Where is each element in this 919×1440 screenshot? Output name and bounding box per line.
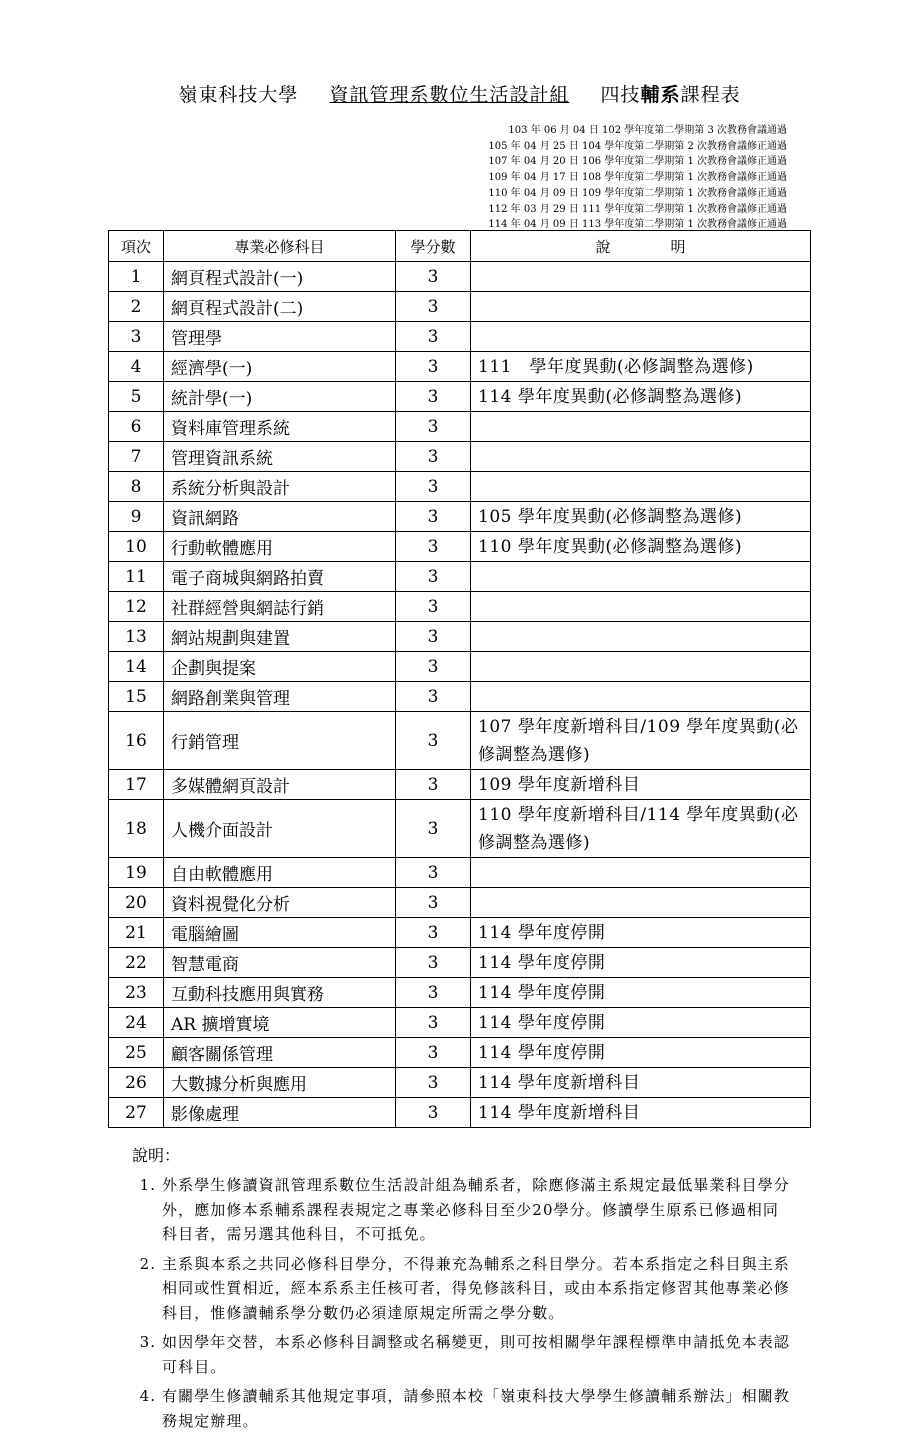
- course-number: 23: [109, 978, 164, 1008]
- course-note: [471, 262, 811, 292]
- course-name: 行銷管理: [164, 712, 396, 770]
- course-name: 統計學(一): [164, 382, 396, 412]
- table-row: [109, 352, 811, 382]
- table-body: [109, 262, 811, 1128]
- table-row: [109, 622, 811, 652]
- approval-line: 107 年 04 月 20 日 106 學年度第二學期第 1 次教務會議修正通過: [488, 156, 787, 168]
- explanation-item: 4. 有關學生修讀輔系其他規定事項，請參照本校「嶺東科技大學學生修讀輔系辦法」相關教務規定辦理。: [162, 1384, 792, 1433]
- approval-line: 103 年 06 月 04 日 102 學年度第二學期第 3 次教務會議通過: [508, 125, 787, 136]
- course-credits: 3: [396, 682, 471, 712]
- approval-line: 112 年 03 月 29 日 111 學年度第二學期第 1 次教務會議修正通過: [488, 203, 787, 215]
- table-row: [109, 262, 811, 292]
- course-note: [471, 442, 811, 472]
- course-name: 企劃與提案: [164, 652, 396, 682]
- course-note: [471, 888, 811, 918]
- course-note: [471, 858, 811, 888]
- course-number: 26: [109, 1068, 164, 1098]
- table-row: [109, 1038, 811, 1068]
- course-number: 2: [109, 292, 164, 322]
- course-number: 4: [109, 352, 164, 382]
- course-number: 11: [109, 562, 164, 592]
- header-credits: 學分數: [396, 231, 471, 262]
- course-credits: 3: [396, 412, 471, 442]
- course-note: [471, 412, 811, 442]
- course-name: 網頁程式設計(一): [164, 262, 396, 292]
- course-credits: 3: [396, 712, 471, 770]
- table-row: [109, 652, 811, 682]
- table-row: [109, 978, 811, 1008]
- table-row: [109, 382, 811, 412]
- course-number: 5: [109, 382, 164, 412]
- course-number: 10: [109, 532, 164, 562]
- course-name: 資料庫管理系統: [164, 412, 396, 442]
- course-number: 18: [109, 800, 164, 858]
- course-name: 大數據分析與應用: [164, 1068, 396, 1098]
- course-name: 資料視覺化分析: [164, 888, 396, 918]
- table-row: [109, 800, 811, 858]
- course-note: 109 學年度新增科目: [471, 770, 811, 800]
- course-credits: 3: [396, 382, 471, 412]
- course-credits: 3: [396, 442, 471, 472]
- course-name: 資訊網路: [164, 502, 396, 532]
- course-name: 人機介面設計: [164, 800, 396, 858]
- course-credits: 3: [396, 472, 471, 502]
- course-number: 21: [109, 918, 164, 948]
- table-row: [109, 442, 811, 472]
- table-row: [109, 1068, 811, 1098]
- course-name: 電腦繪圖: [164, 918, 396, 948]
- course-note: [471, 292, 811, 322]
- course-credits: 3: [396, 1038, 471, 1068]
- table-row: [109, 472, 811, 502]
- course-name: 多媒體網頁設計: [164, 770, 396, 800]
- course-name: 網頁程式設計(二): [164, 292, 396, 322]
- course-name: 系統分析與設計: [164, 472, 396, 502]
- course-credits: 3: [396, 1068, 471, 1098]
- course-note: [471, 472, 811, 502]
- course-credits: 3: [396, 652, 471, 682]
- course-credits: 3: [396, 948, 471, 978]
- course-note: 107 學年度新增科目/109 學年度異動(必修調整為選修): [471, 712, 811, 770]
- table-row: [109, 592, 811, 622]
- course-credits: 3: [396, 562, 471, 592]
- course-note: 110 學年度新增科目/114 學年度異動(必修調整為選修): [471, 800, 811, 858]
- header-no: 項次: [109, 231, 164, 262]
- table-row: [109, 1008, 811, 1038]
- approval-line: 114 年 04 月 09 日 113 學年度第二學期第 1 次教務會議修正通過: [488, 219, 787, 231]
- table-row: [109, 682, 811, 712]
- course-name: 網站規劃與建置: [164, 622, 396, 652]
- course-credits: 3: [396, 978, 471, 1008]
- course-credits: 3: [396, 352, 471, 382]
- table-header-row: [109, 231, 811, 262]
- course-credits: 3: [396, 532, 471, 562]
- course-credits: 3: [396, 888, 471, 918]
- table-row: [109, 712, 811, 770]
- table-row: [109, 412, 811, 442]
- course-name: 自由軟體應用: [164, 858, 396, 888]
- course-name: 影像處理: [164, 1098, 396, 1128]
- course-number: 14: [109, 652, 164, 682]
- explanation-heading: 說明：: [132, 1146, 181, 1165]
- course-table: [108, 230, 811, 1128]
- course-name: 網路創業與管理: [164, 682, 396, 712]
- course-note: 114 學年度新增科目: [471, 1068, 811, 1098]
- explanation-list: [132, 1173, 792, 1433]
- course-credits: 3: [396, 292, 471, 322]
- header-course: 專業必修科目: [164, 231, 396, 262]
- course-name: 管理資訊系統: [164, 442, 396, 472]
- course-number: 13: [109, 622, 164, 652]
- table-row: [109, 918, 811, 948]
- explanation-item: 3. 如因學年交替，本系必修科目調整或名稱變更，則可按相關學年課程標準申請抵免本表認可科目。: [162, 1330, 792, 1379]
- table-row: [109, 532, 811, 562]
- course-note: 114 學年度停開: [471, 948, 811, 978]
- course-number: 22: [109, 948, 164, 978]
- course-credits: 3: [396, 262, 471, 292]
- course-number: 1: [109, 262, 164, 292]
- course-credits: 3: [396, 918, 471, 948]
- program-name: 四技: [600, 84, 641, 106]
- course-credits: 3: [396, 1008, 471, 1038]
- approval-history: [488, 123, 787, 233]
- course-number: 24: [109, 1008, 164, 1038]
- header-notes: 說 明: [471, 231, 811, 262]
- table-row: [109, 562, 811, 592]
- course-name: 管理學: [164, 322, 396, 352]
- course-credits: 3: [396, 322, 471, 352]
- table-row: [109, 322, 811, 352]
- course-number: 19: [109, 858, 164, 888]
- title-suffix: 課程表: [680, 84, 741, 106]
- course-name: AR 擴增實境: [164, 1008, 396, 1038]
- course-note: [471, 592, 811, 622]
- explanation-item: 1. 外系學生修讀資訊管理系數位生活設計組為輔系者，除應修滿主系規定最低畢業科目學分外，應加修本系輔系課程表規定之專業必修科目至少20學分。修讀學生原系已修過相同科目者，需另選其他科目，不可抵免。: [162, 1173, 792, 1247]
- course-number: 17: [109, 770, 164, 800]
- course-name: 智慧電商: [164, 948, 396, 978]
- course-name: 互動科技應用與實務: [164, 978, 396, 1008]
- course-name: 電子商城與網路拍賣: [164, 562, 396, 592]
- explanation-item: 2. 主系與本系之共同必修科目學分，不得兼充為輔系之科目學分。若本系指定之科目與主系相同或性質相近，經本系系主任核可者，得免修該科目，或由本系指定修習其他專業必修科目，惟修讀輔系學分數仍必須達原規定所需之學分數。: [162, 1252, 792, 1326]
- course-number: 16: [109, 712, 164, 770]
- department-name: 資訊管理系數位生活設計組: [329, 84, 570, 106]
- course-note: 105 學年度異動(必修調整為選修): [471, 502, 811, 532]
- course-name: 社群經營與網誌行銷: [164, 592, 396, 622]
- course-credits: 3: [396, 858, 471, 888]
- course-note: 114 學年度停開: [471, 1008, 811, 1038]
- course-note: [471, 622, 811, 652]
- course-credits: 3: [396, 800, 471, 858]
- course-note: [471, 652, 811, 682]
- course-number: 25: [109, 1038, 164, 1068]
- table-row: [109, 948, 811, 978]
- table-row: [109, 292, 811, 322]
- course-credits: 3: [396, 502, 471, 532]
- page-title: [0, 80, 919, 107]
- course-note: 110 學年度異動(必修調整為選修): [471, 532, 811, 562]
- course-note: 114 學年度停開: [471, 918, 811, 948]
- course-number: 3: [109, 322, 164, 352]
- course-note: 111 學年度異動(必修調整為選修): [471, 352, 811, 382]
- school-name: 嶺東科技大學: [178, 84, 299, 106]
- table-row: [109, 502, 811, 532]
- course-number: 12: [109, 592, 164, 622]
- course-number: 15: [109, 682, 164, 712]
- course-note: 114 學年度新增科目: [471, 1098, 811, 1128]
- course-credits: 3: [396, 622, 471, 652]
- course-number: 8: [109, 472, 164, 502]
- course-number: 20: [109, 888, 164, 918]
- approval-line: 109 年 04 月 17 日 108 學年度第二學期第 1 次教務會議修正通過: [488, 172, 787, 184]
- course-note: 114 學年度異動(必修調整為選修): [471, 382, 811, 412]
- approval-line: 105 年 04 月 25 日 104 學年度第二學期第 2 次教務會議修正通過: [488, 140, 787, 152]
- course-note: [471, 682, 811, 712]
- course-name: 行動軟體應用: [164, 532, 396, 562]
- course-note: [471, 562, 811, 592]
- course-credits: 3: [396, 592, 471, 622]
- course-credits: 3: [396, 1098, 471, 1128]
- course-note: 114 學年度停開: [471, 1038, 811, 1068]
- course-note: [471, 322, 811, 352]
- course-name: 顧客關係管理: [164, 1038, 396, 1068]
- table-row: [109, 770, 811, 800]
- table-row: [109, 888, 811, 918]
- course-credits: 3: [396, 770, 471, 800]
- course-name: 經濟學(一): [164, 352, 396, 382]
- program-type: 輔系: [640, 84, 681, 106]
- course-note: 114 學年度停開: [471, 978, 811, 1008]
- explanation-section: [132, 1143, 792, 1438]
- course-number: 7: [109, 442, 164, 472]
- course-number: 9: [109, 502, 164, 532]
- course-number: 27: [109, 1098, 164, 1128]
- table-row: [109, 1098, 811, 1128]
- approval-line: 110 年 04 月 09 日 109 學年度第二學期第 1 次教務會議修正通過: [488, 187, 787, 199]
- table-row: [109, 858, 811, 888]
- course-number: 6: [109, 412, 164, 442]
